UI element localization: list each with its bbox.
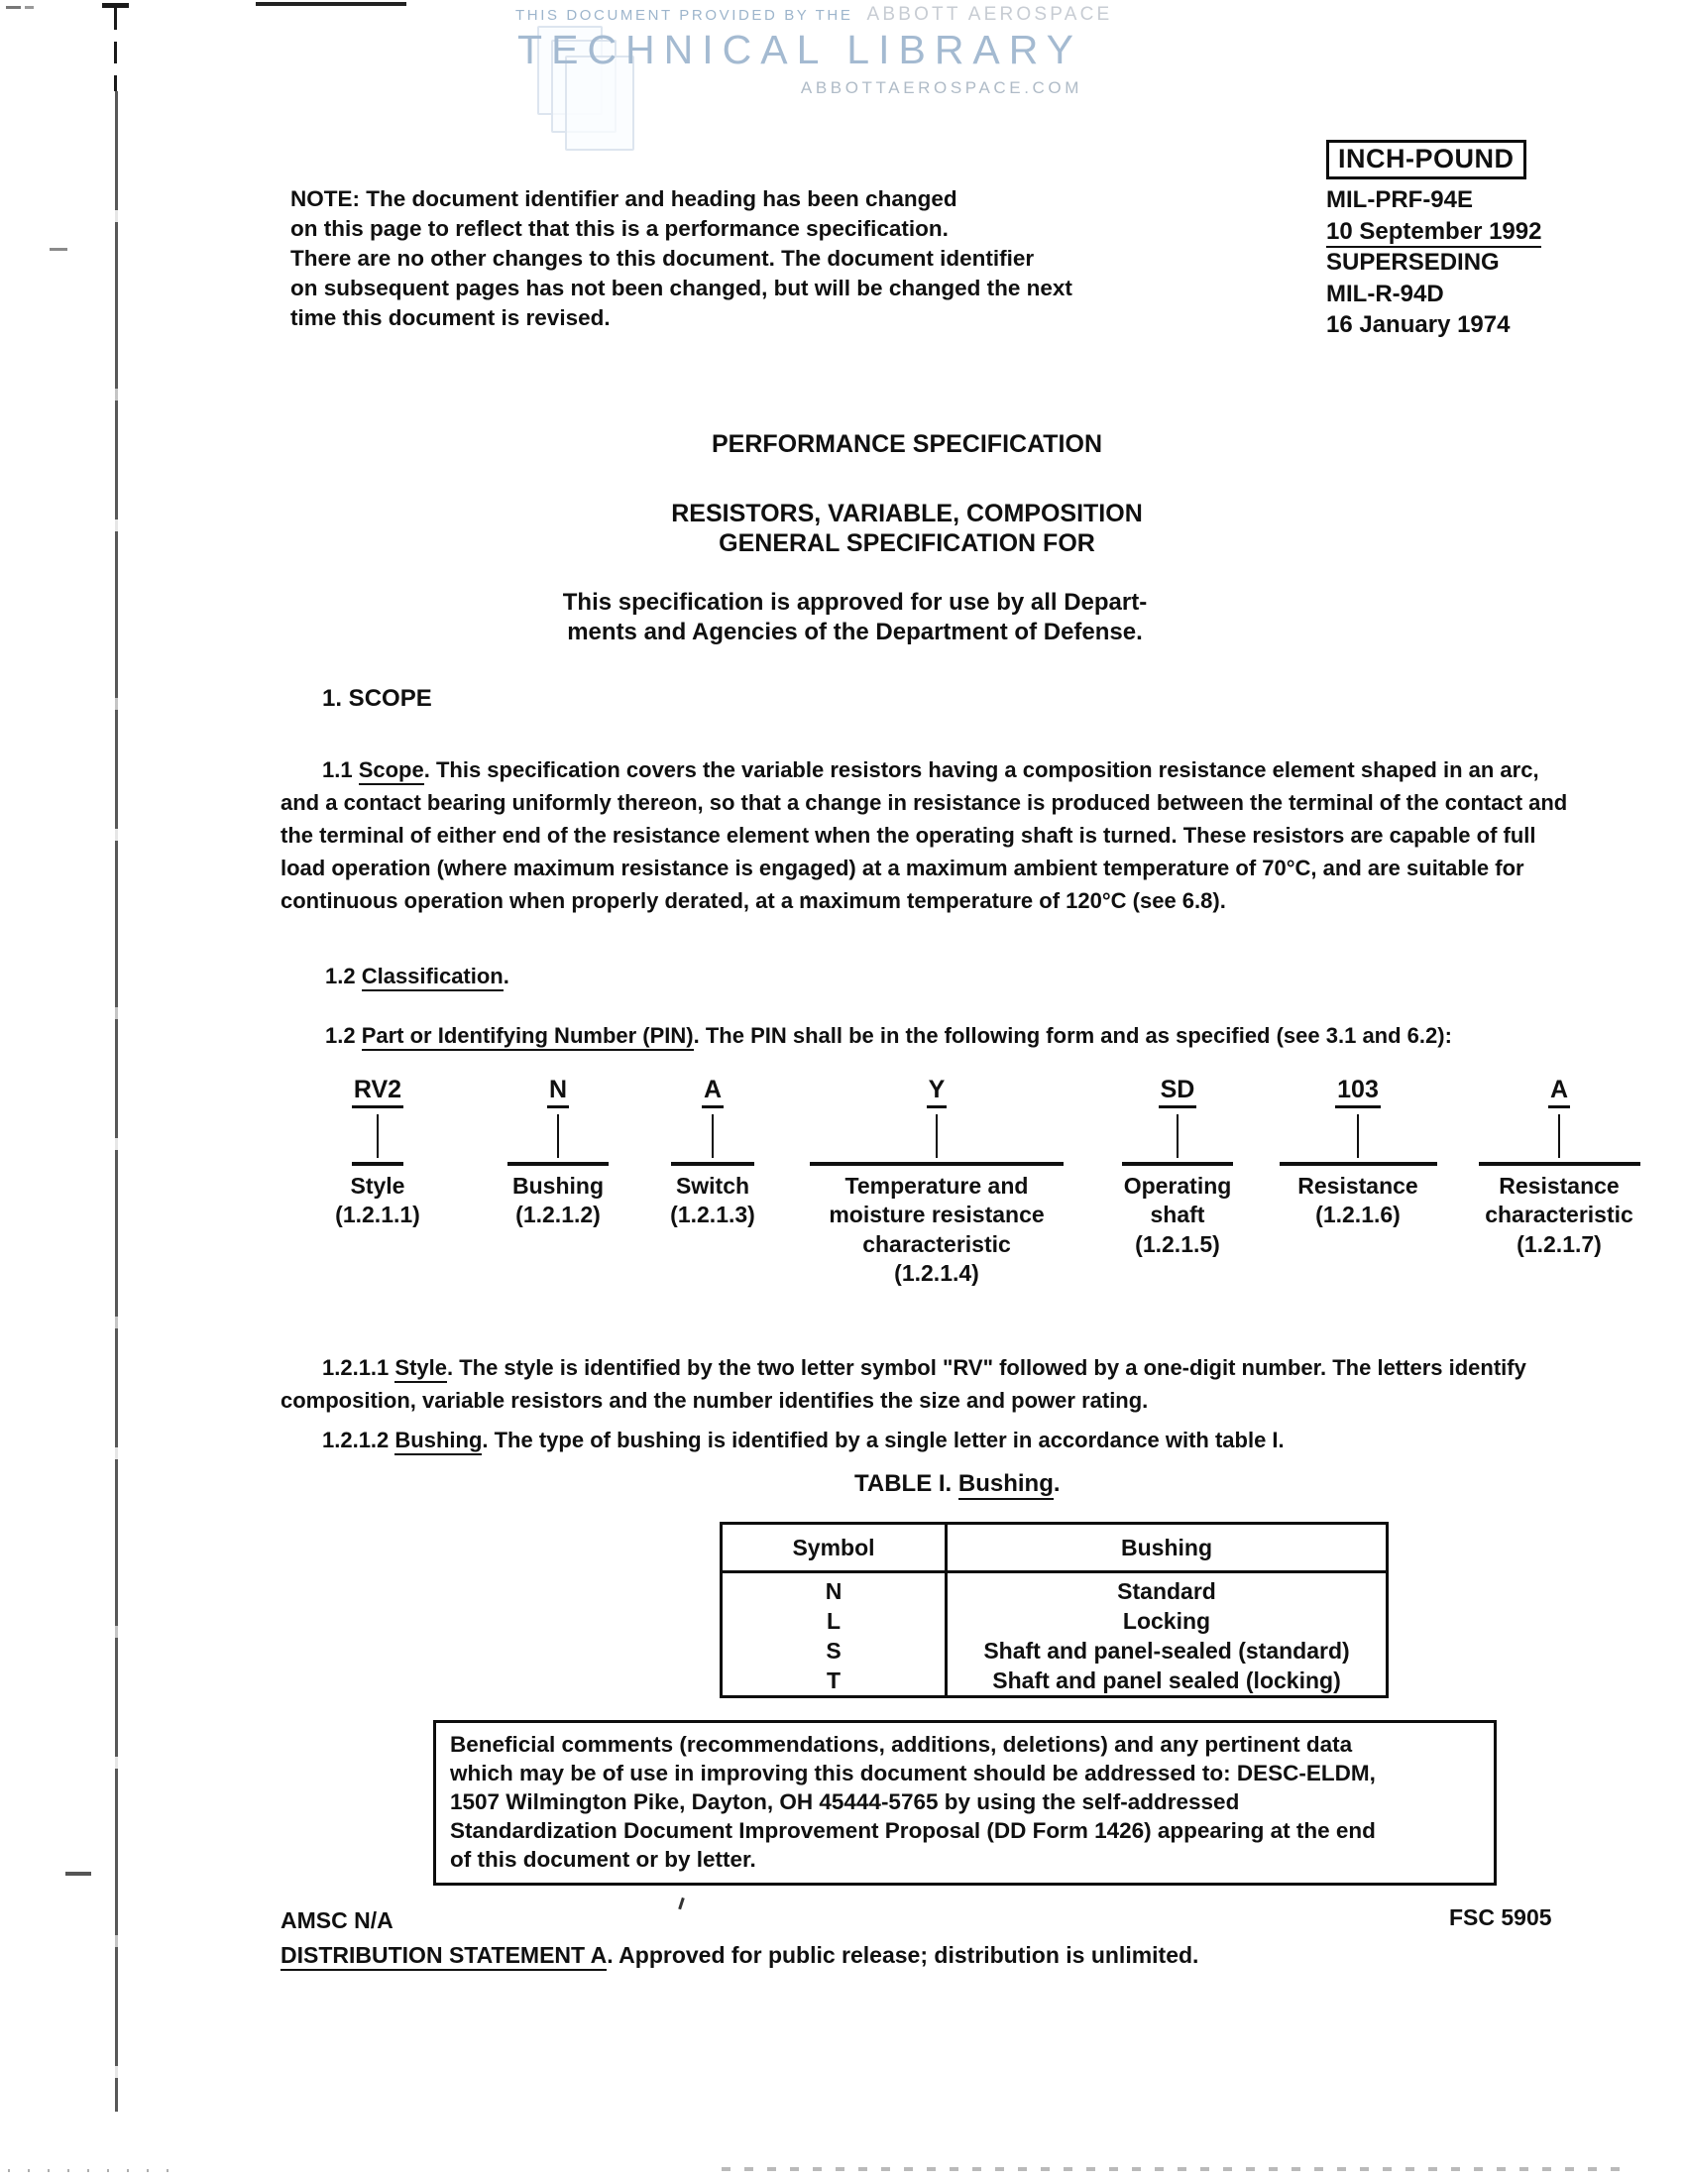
table-row bbox=[722, 1636, 1388, 1666]
document-id: MIL-PRF-94E bbox=[1326, 186, 1474, 213]
distribution-statement: DISTRIBUTION STATEMENT A. Approved for public release; distribution is unlimited. bbox=[281, 1942, 1198, 1969]
pin-connector-line bbox=[1177, 1114, 1180, 1158]
pin-label-line: characteristic bbox=[862, 1230, 1011, 1257]
pin-symbol: N bbox=[547, 1076, 569, 1108]
watermark-brand: ABBOTT AEROSPACE bbox=[866, 4, 1113, 25]
table-cell-bushing: Standard bbox=[1117, 1578, 1216, 1604]
table-header-symbol: Symbol bbox=[722, 1524, 947, 1572]
pin-label-line: Switch bbox=[675, 1172, 750, 1199]
table-header-bushing: Bushing bbox=[947, 1524, 1388, 1572]
library-watermark bbox=[515, 4, 1113, 98]
pin-underbar bbox=[352, 1162, 403, 1166]
term-pin: Part or Identifying Number (PIN) bbox=[362, 1023, 694, 1051]
inch-pound-stamp: INCH-POUND bbox=[1326, 140, 1526, 179]
pin-label-line: (1.2.1.3) bbox=[670, 1202, 755, 1227]
scan-left-margin-line bbox=[115, 91, 118, 2112]
title-block bbox=[248, 429, 1566, 558]
pin-label-line: Bushing bbox=[512, 1172, 604, 1199]
pin-symbol: RV2 bbox=[352, 1076, 403, 1108]
subject-title-line2: GENERAL SPECIFICATION FOR bbox=[719, 529, 1095, 557]
pin-label-line: Operating bbox=[1123, 1172, 1232, 1199]
pin-label bbox=[1401, 1172, 1685, 1260]
superseded-date: 16 January 1974 bbox=[1326, 311, 1511, 338]
table-cell-bushing: Locking bbox=[1122, 1608, 1211, 1634]
term-scope: Scope bbox=[359, 757, 424, 785]
scan-artifact bbox=[6, 6, 21, 9]
fsc-number: FSC 5905 bbox=[1449, 1904, 1552, 1930]
approval-line: ments and Agencies of the Department of Defense. bbox=[567, 619, 1143, 645]
table-cell-bushing: Shaft and panel sealed (locking) bbox=[992, 1667, 1341, 1693]
table-caption-term: Bushing bbox=[958, 1470, 1054, 1500]
pin-symbol: A bbox=[702, 1076, 724, 1108]
pin-column-resistance bbox=[1401, 1076, 1685, 1259]
term-bushing: Bushing bbox=[394, 1428, 482, 1455]
table-1-caption: TABLE I. Bushing. bbox=[854, 1470, 1061, 1498]
scan-artifact bbox=[256, 2, 406, 6]
superseded-id: MIL-R-94D bbox=[1326, 280, 1444, 307]
pin-label-line: Temperature and bbox=[844, 1172, 1029, 1199]
note-line: NOTE: The document identifier and heading has been changed bbox=[290, 186, 957, 211]
watermark-provided-by: THIS DOCUMENT PROVIDED BY THE ABBOTT AEROSPACE bbox=[515, 4, 1113, 25]
pin-underbar bbox=[1479, 1162, 1640, 1166]
comments-line: Beneficial comments (recommendations, additions, deletions) and any pertinent data bbox=[450, 1732, 1353, 1757]
pin-symbol: 103 bbox=[1335, 1076, 1381, 1108]
comments-line: Standardization Document Improvement Proposal (DD Form 1426) appearing at the end bbox=[450, 1818, 1376, 1843]
approval-statement bbox=[228, 588, 1482, 647]
scan-artifact bbox=[678, 1897, 684, 1909]
pin-label-line: shaft bbox=[1150, 1202, 1205, 1227]
pin-label-line: (1.2.1.5) bbox=[1135, 1230, 1220, 1257]
scan-artifact bbox=[65, 1872, 91, 1876]
paragraph-1-2-1-1-style: 1.2.1.1 Style. The style is identified by the two letter symbol "RV" followed by a one-digit number. The letters identify composition, variable resistors and the number identifies the size and power rating. bbox=[281, 1355, 1526, 1413]
pin-label-line: Resistance bbox=[1297, 1172, 1418, 1199]
table-cell-symbol: T bbox=[722, 1666, 947, 1697]
scan-artifact bbox=[722, 2167, 1626, 2171]
superseding-label: SUPERSEDING bbox=[1326, 249, 1500, 276]
pin-connector-line bbox=[936, 1114, 939, 1158]
comments-line: 1507 Wilmington Pike, Dayton, OH 45444-5765 by using the self-addressed bbox=[450, 1789, 1240, 1814]
pin-label-line: characteristic bbox=[1485, 1202, 1633, 1227]
comments-line: which may be of use in improving this document should be addressed to: DESC-ELDM, bbox=[450, 1761, 1376, 1785]
table-cell-symbol: L bbox=[722, 1606, 947, 1636]
amsc-number: AMSC N/A bbox=[281, 1907, 393, 1933]
note-line: time this document is revised. bbox=[290, 305, 611, 330]
watermark-title: TECHNICAL LIBRARY bbox=[517, 27, 1082, 72]
table-cell-symbol: N bbox=[722, 1572, 947, 1607]
pin-format-diagram bbox=[281, 1076, 1633, 1333]
term-style: Style bbox=[394, 1355, 447, 1383]
table-row bbox=[722, 1572, 1388, 1607]
pin-connector-line bbox=[712, 1114, 715, 1158]
pin-label-line: (1.2.1.1) bbox=[335, 1202, 420, 1227]
distribution-statement-term: DISTRIBUTION STATEMENT A bbox=[281, 1942, 607, 1971]
pin-connector-line bbox=[1558, 1114, 1561, 1158]
table-cell-symbol: S bbox=[722, 1636, 947, 1666]
pin-label-line: (1.2.1.4) bbox=[894, 1260, 979, 1286]
pin-label-line: (1.2.1.6) bbox=[1315, 1202, 1401, 1227]
beneficial-comments-box bbox=[433, 1720, 1497, 1886]
pin-label-line: (1.2.1.2) bbox=[515, 1202, 601, 1227]
comments-line: of this document or by letter. bbox=[450, 1847, 756, 1872]
watermark-site: ABBOTTAEROSPACE.COM bbox=[800, 78, 1082, 97]
bushing-table bbox=[720, 1522, 1389, 1698]
document-id-block bbox=[1326, 184, 1541, 341]
pin-label-line: Resistance bbox=[1499, 1172, 1620, 1199]
scan-artifact bbox=[50, 248, 67, 251]
scan-artifact bbox=[25, 6, 34, 9]
paragraph-1-2-pin: 1.2 Part or Identifying Number (PIN). The PIN shall be in the following form and as specified (see 3.1 and 6.2): bbox=[325, 1023, 1452, 1049]
pin-connector-line bbox=[1357, 1114, 1360, 1158]
pin-label-line: (1.2.1.7) bbox=[1516, 1230, 1602, 1257]
pin-label-line: moisture resistance bbox=[829, 1202, 1045, 1227]
pin-symbol: Y bbox=[927, 1076, 948, 1108]
paragraph-1-2-1-2-bushing: 1.2.1.2 Bushing. The type of bushing is identified by a single letter in accordance with table I. bbox=[281, 1428, 1285, 1453]
pin-underbar bbox=[671, 1162, 754, 1166]
table-cell-bushing: Shaft and panel-sealed (standard) bbox=[983, 1638, 1350, 1664]
scan-artifact bbox=[114, 8, 117, 91]
note-line: on this page to reflect that this is a performance specification. bbox=[290, 216, 949, 241]
paragraph-1-1-scope: 1.1 Scope. This specification covers the variable resistors having a composition resistance element shaped in an arc, and a contact bearing uniformly thereon, so that a change in resistance is produced between the terminal of the contact and the terminal of either end of the resistance element when the operating shaft is turned. These resistors are capable of full load operation (where maximum resistance is engaged) at a maximum ambient temperature of 70°C, and are suitable for continuous operation when properly derated, at a maximum temperature of 120°C (see 6.8). bbox=[281, 757, 1568, 913]
scan-artifact bbox=[8, 2169, 186, 2172]
document-date: 10 September 1992 bbox=[1326, 216, 1541, 248]
paragraph-1-2-classification: 1.2 Classification. bbox=[325, 964, 509, 989]
note-line: on subsequent pages has not been changed, but will be changed the next bbox=[290, 276, 1072, 300]
section-heading-scope: 1. SCOPE bbox=[322, 685, 432, 712]
subject-title-line1: RESISTORS, VARIABLE, COMPOSITION bbox=[671, 500, 1143, 527]
term-classification: Classification bbox=[362, 964, 504, 991]
revision-note bbox=[290, 184, 1072, 333]
pin-label-line: Style bbox=[350, 1172, 405, 1199]
pin-symbol: A bbox=[1548, 1076, 1570, 1108]
approval-line: This specification is approved for use by all Depart- bbox=[562, 589, 1148, 616]
table-row bbox=[722, 1666, 1388, 1697]
table-row bbox=[722, 1606, 1388, 1636]
spec-type-title: PERFORMANCE SPECIFICATION bbox=[712, 430, 1102, 458]
note-line: There are no other changes to this document. The document identifier bbox=[290, 246, 1035, 271]
pin-symbol: SD bbox=[1159, 1076, 1197, 1108]
pin-connector-line bbox=[377, 1114, 380, 1158]
